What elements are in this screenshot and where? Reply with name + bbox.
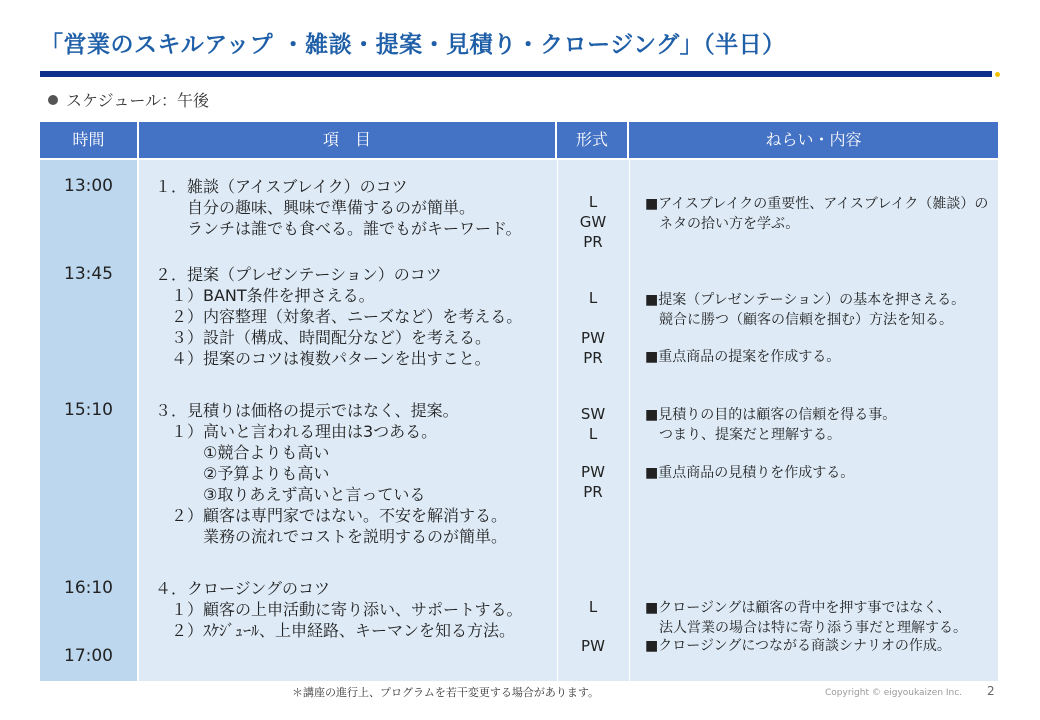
item-line: ４）提案のコツは複数パターンを出すこと。 bbox=[155, 349, 491, 368]
format-cell bbox=[558, 597, 628, 617]
time-cell: 13:45 bbox=[64, 264, 113, 284]
item-section-2 bbox=[155, 264, 522, 369]
format-code: PW bbox=[581, 329, 605, 347]
item-line: ２）ｽｹｼﾞｭｰﾙ、上申経路、キーマンを知る方法。 bbox=[155, 621, 516, 640]
aim-line: つまり、提案だと理解する。 bbox=[645, 427, 841, 443]
aim-line: ■アイスブレイクの重要性、アイスブレイク（雑談）の bbox=[645, 196, 989, 212]
copyright: Copyright © eigyoukaizen Inc. bbox=[825, 688, 963, 698]
aim-block bbox=[645, 636, 951, 656]
item-line: ２）内容整理（対象者、ニーズなど）を考える。 bbox=[155, 307, 523, 326]
item-line: ２．提案（プレゼンテーション）のコツ bbox=[155, 265, 442, 284]
header-item: 項 目 bbox=[139, 122, 557, 158]
page-title: 「営業のスキルアップ ・雑談・提案・見積り・クロージング」（半日） bbox=[40, 32, 786, 58]
item-line: ランチは誰でも食べる。誰でもがキーワード。 bbox=[155, 219, 522, 238]
format-code: GW bbox=[579, 213, 607, 231]
bullet-icon bbox=[48, 95, 58, 105]
aim-block bbox=[645, 290, 965, 330]
page-number: 2 bbox=[987, 684, 995, 698]
format-code: PW bbox=[581, 463, 605, 481]
time-cell: 13:00 bbox=[64, 176, 113, 196]
aim-block bbox=[645, 463, 854, 483]
aim-line: ネタの拾い方を学ぶ。 bbox=[645, 216, 800, 232]
item-section-1 bbox=[155, 176, 522, 239]
item-line: 自分の趣味、興味で準備するのが簡単。 bbox=[155, 198, 476, 217]
item-line: ①競合よりも高い bbox=[155, 443, 330, 462]
format-code: L bbox=[588, 289, 598, 307]
aim-line: 法人営業の場合は特に寄り添う事だと理解する。 bbox=[645, 620, 967, 636]
format-code: PW bbox=[581, 637, 605, 655]
title-underline bbox=[40, 71, 992, 77]
aim-line: ■見積りの目的は顧客の信頼を得る事。 bbox=[645, 407, 897, 423]
column-divider bbox=[629, 160, 630, 681]
item-line: ③取りあえず高いと言っている bbox=[155, 485, 426, 504]
item-line: １）BANT条件を押さえる。 bbox=[155, 286, 375, 305]
item-line: １）顧客の上申活動に寄り添い、サポートする。 bbox=[155, 600, 523, 619]
item-line: ４．クロージングのコツ bbox=[155, 579, 330, 598]
item-line: １．雑談（アイスブレイク）のコツ bbox=[155, 177, 408, 196]
footnote: ＊講座の進行上、プログラムを若干変更する場合があります。 bbox=[292, 686, 600, 699]
format-code: PR bbox=[583, 349, 603, 367]
aim-line: ■クロージングにつながる商談シナリオの作成。 bbox=[645, 638, 951, 654]
format-code: PR bbox=[583, 233, 603, 251]
format-cell bbox=[558, 328, 628, 368]
title-accent-dot bbox=[995, 72, 1000, 77]
format-code: L bbox=[588, 598, 598, 616]
format-cell bbox=[558, 404, 628, 444]
time-column bbox=[40, 160, 137, 681]
format-cell bbox=[558, 288, 628, 308]
item-section-4 bbox=[155, 578, 523, 641]
format-code: SW bbox=[580, 405, 606, 423]
item-line: ②予算よりも高い bbox=[155, 464, 330, 483]
time-cell: 16:10 bbox=[64, 578, 113, 598]
aim-line: ■重点商品の提案を作成する。 bbox=[645, 349, 841, 365]
schedule-table bbox=[40, 122, 998, 681]
item-line: ３）設計（構成、時間配分など）を考える。 bbox=[155, 328, 492, 347]
time-cell: 15:10 bbox=[64, 400, 113, 420]
item-line: ２）顧客は専門家ではない。不安を解消する。 bbox=[155, 506, 508, 525]
format-cell bbox=[558, 462, 628, 502]
aim-line: 競合に勝つ（顧客の信頼を掴む）方法を知る。 bbox=[645, 312, 953, 328]
header-aim: ねらい・内容 bbox=[765, 130, 862, 149]
item-line: ３．見積りは価格の提示ではなく、提案。 bbox=[155, 401, 459, 420]
aim-block bbox=[645, 405, 896, 445]
format-cell bbox=[558, 192, 628, 252]
time-cell: 17:00 bbox=[64, 646, 113, 666]
format-code: L bbox=[588, 425, 598, 443]
format-cell bbox=[558, 636, 628, 656]
table-header bbox=[40, 122, 998, 158]
aim-line: ■重点商品の見積りを作成する。 bbox=[645, 465, 855, 481]
item-section-3 bbox=[155, 400, 507, 547]
header-format: 形式 bbox=[557, 122, 629, 158]
schedule-text: スケジュール：午後 bbox=[66, 91, 210, 110]
aim-block bbox=[645, 194, 988, 234]
format-code: PR bbox=[583, 483, 603, 501]
header-time: 時間 bbox=[40, 122, 139, 158]
schedule-label bbox=[48, 88, 209, 111]
item-line: 業務の流れでコストを説明するのが簡単。 bbox=[155, 527, 508, 546]
aim-line: ■提案（プレゼンテーション）の基本を押さえる。 bbox=[645, 292, 966, 308]
aim-line: ■クロージングは顧客の背中を押す事ではなく、 bbox=[645, 600, 952, 616]
aim-block bbox=[645, 598, 967, 638]
item-line: １）高いと言われる理由は3つある。 bbox=[155, 422, 438, 441]
format-code: L bbox=[588, 193, 598, 211]
aim-block bbox=[645, 347, 840, 367]
